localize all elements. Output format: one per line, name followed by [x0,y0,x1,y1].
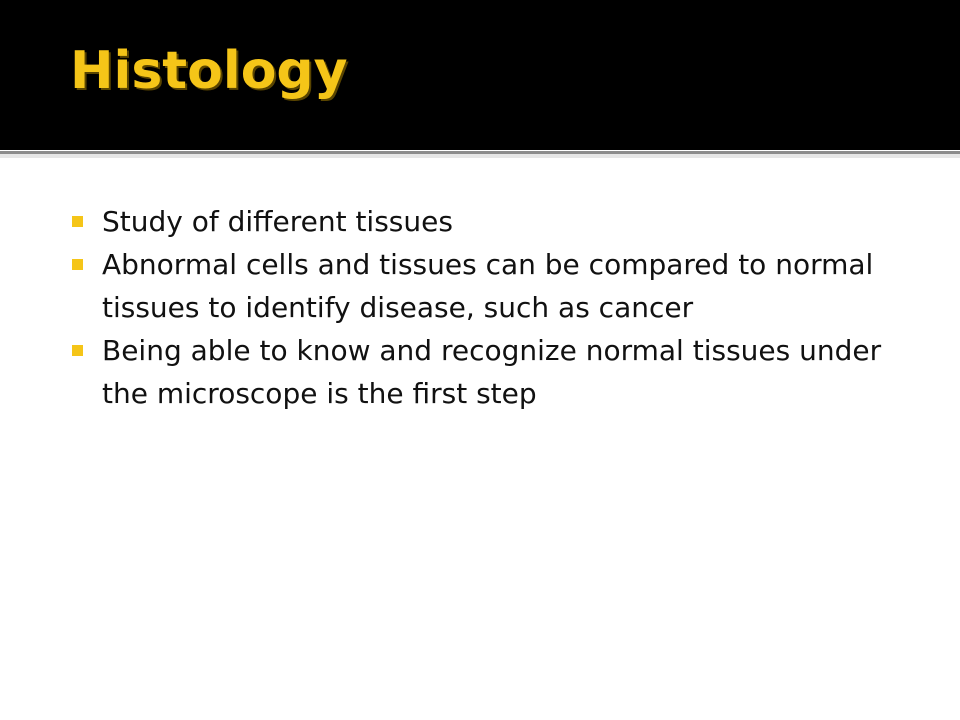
square-bullet-icon [72,216,83,227]
title-bar [0,0,960,150]
title-divider-shadow [0,154,960,158]
square-bullet-icon [72,259,83,270]
bullet-text: Abnormal cells and tissues can be compared to normal tissues to identify disease, such as cancer [102,248,874,324]
bullet-item [70,243,900,329]
bullet-text: Study of different tissues [102,205,453,238]
bullet-item [70,200,900,243]
bullet-item [70,329,900,415]
square-bullet-icon [72,345,83,356]
slide-title: Histology [70,41,348,101]
bullet-list [70,200,900,415]
bullet-text: Being able to know and recognize normal tissues under the microscope is the first step [102,334,882,410]
